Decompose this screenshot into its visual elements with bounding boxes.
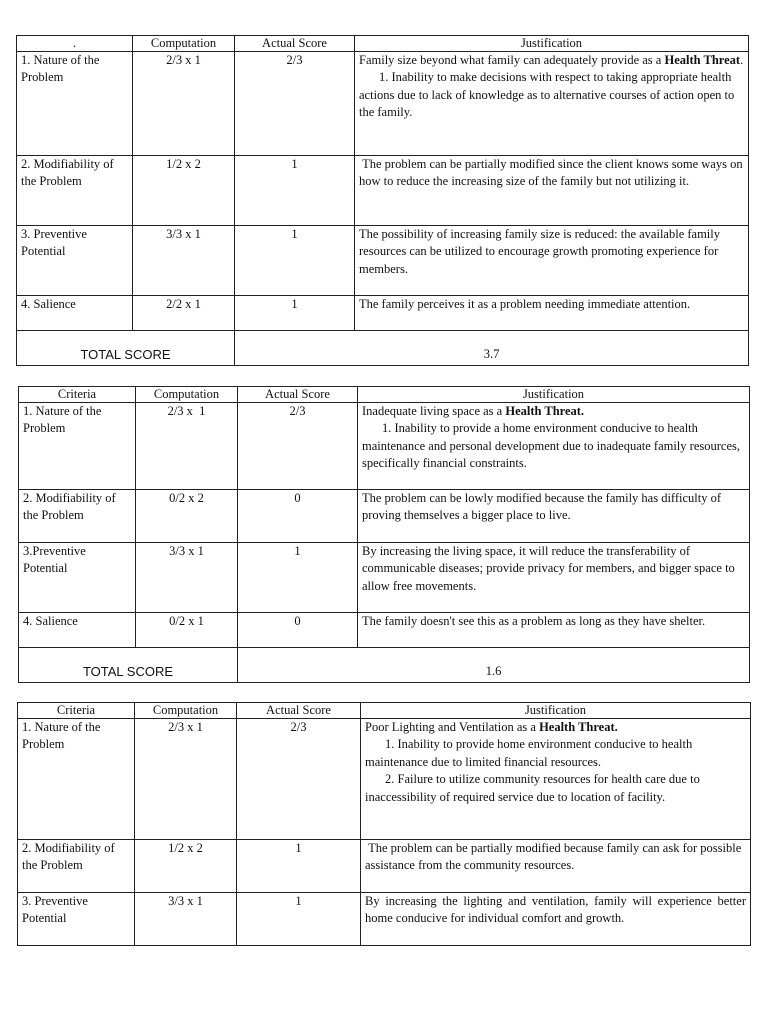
computation-cell: 2/3 x 1 (136, 403, 238, 490)
total-row (19, 648, 750, 683)
computation-cell: 2/3 x 1 (135, 719, 237, 840)
score-cell: 2/3 (238, 403, 358, 490)
justification-lead: Family size beyond what family can adequately provide as a (359, 53, 665, 67)
criterion-cell: 2. Modifiability of the Problem (19, 490, 136, 543)
table-header-row (19, 387, 750, 403)
header-justification: Justification (358, 387, 750, 403)
total-row (17, 331, 749, 366)
criterion-cell: 1. Nature of the Problem (19, 403, 136, 490)
header-computation: Computation (135, 703, 237, 719)
justification-cell: By increasing the living space, it will reduce the transferability of communicable diseases; provide privacy for members, and bigger space to allow free movements. (358, 543, 750, 613)
score-cell: 1 (237, 893, 361, 946)
criterion-cell: 2. Modifiability of the Problem (18, 840, 135, 893)
header-actual-score: Actual Score (235, 36, 355, 52)
justification-cell (355, 52, 749, 156)
table-header-row (17, 36, 749, 52)
justification-cell: The problem can be lowly modified because the family has difficulty of proving themselves a bigger place to live. (358, 490, 750, 543)
criterion-cell: 4. Salience (17, 296, 133, 331)
table-row (17, 296, 749, 331)
score-table-3 (17, 702, 751, 946)
table-row (18, 719, 751, 840)
health-threat-label: Health Threat (664, 53, 741, 67)
criterion-cell: 3. Preventive Potential (18, 893, 135, 946)
justification-cell: The problem can be partially modified since the client knows some ways on how to reduce the increasing size of the family but not utilizing it. (355, 156, 749, 226)
score-cell: 1 (235, 156, 355, 226)
justification-lead-tail: . (740, 53, 744, 67)
computation-cell: 3/3 x 1 (135, 893, 237, 946)
table-row (18, 840, 751, 893)
criterion-cell: 3.Preventive Potential (19, 543, 136, 613)
justification-lead: Inadequate living space as a (362, 404, 506, 418)
justification-point: 1. Inability to provide a home environment conducive to health maintenance and personal development due to inadequate family resources, specifically financial constraints. (362, 421, 740, 471)
score-cell: 0 (238, 490, 358, 543)
table-row (17, 156, 749, 226)
justification-point: 1. Inability to make decisions with respect to taking appropriate health actions due to lack of knowledge as to alternative courses of action open to the family. (359, 70, 735, 120)
header-actual-score: Actual Score (238, 387, 358, 403)
computation-cell: 0/2 x 1 (136, 613, 238, 648)
header-actual-score: Actual Score (237, 703, 361, 719)
justification-cell: The possibility of increasing family size is reduced: the available family resources can be utilized to encourage growth promoting experience for members. (355, 226, 749, 296)
table-row (19, 543, 750, 613)
header-criteria: Criteria (18, 703, 135, 719)
computation-cell: 3/3 x 1 (133, 226, 235, 296)
justification-cell: The family perceives it as a problem needing immediate attention. (355, 296, 749, 331)
criterion-cell: 1. Nature of the Problem (17, 52, 133, 156)
score-cell: 1 (235, 296, 355, 331)
table-row (19, 490, 750, 543)
score-cell: 1 (235, 226, 355, 296)
computation-cell: 2/3 x 1 (133, 52, 235, 156)
score-cell: 2/3 (235, 52, 355, 156)
score-table-2 (18, 386, 750, 683)
health-threat-label: Health Threat. (539, 720, 618, 734)
total-score-value: 1.6 (238, 648, 750, 683)
score-cell: 0 (238, 613, 358, 648)
criterion-cell: 3. Preventive Potential (17, 226, 133, 296)
score-cell: 1 (238, 543, 358, 613)
table-row (17, 52, 749, 156)
header-justification: Justification (355, 36, 749, 52)
health-threat-label: Health Threat. (505, 404, 585, 418)
table-row (18, 893, 751, 946)
justification-point: 2. Failure to utilize community resources for health care due to inaccessibility of required service due to location of facility. (365, 772, 700, 804)
score-cell: 2/3 (237, 719, 361, 840)
header-criteria: Criteria (19, 387, 136, 403)
criterion-cell: 2. Modifiability of the Problem (17, 156, 133, 226)
criterion-cell: 1. Nature of the Problem (18, 719, 135, 840)
criterion-cell: 4. Salience (19, 613, 136, 648)
justification-point: 1. Inability to provide home environment conducive to health maintenance due to limited financial resources. (365, 737, 693, 769)
justification-lead: Poor Lighting and Ventilation as a (365, 720, 540, 734)
score-table-1 (16, 35, 749, 366)
total-score-value: 3.7 (235, 331, 749, 366)
computation-cell: 1/2 x 2 (135, 840, 237, 893)
computation-cell: 0/2 x 2 (136, 490, 238, 543)
justification-cell (361, 719, 751, 840)
table-row (19, 613, 750, 648)
computation-cell: 1/2 x 2 (133, 156, 235, 226)
table-header-row (18, 703, 751, 719)
header-criteria: . (17, 36, 133, 52)
score-cell: 1 (237, 840, 361, 893)
table-row (17, 226, 749, 296)
computation-cell: 2/2 x 1 (133, 296, 235, 331)
justification-cell: The problem can be partially modified because family can ask for possible assistance from the community resources. (361, 840, 751, 893)
header-computation: Computation (133, 36, 235, 52)
justification-cell: The family doesn't see this as a problem as long as they have shelter. (358, 613, 750, 648)
total-score-label: TOTAL SCORE (17, 331, 235, 366)
header-computation: Computation (136, 387, 238, 403)
total-score-label: TOTAL SCORE (19, 648, 238, 683)
table-row (19, 403, 750, 490)
justification-cell (358, 403, 750, 490)
header-justification: Justification (361, 703, 751, 719)
justification-cell: By increasing the lighting and ventilation, family will experience better home conducive for individual comfort and growth. (361, 893, 751, 946)
computation-cell: 3/3 x 1 (136, 543, 238, 613)
